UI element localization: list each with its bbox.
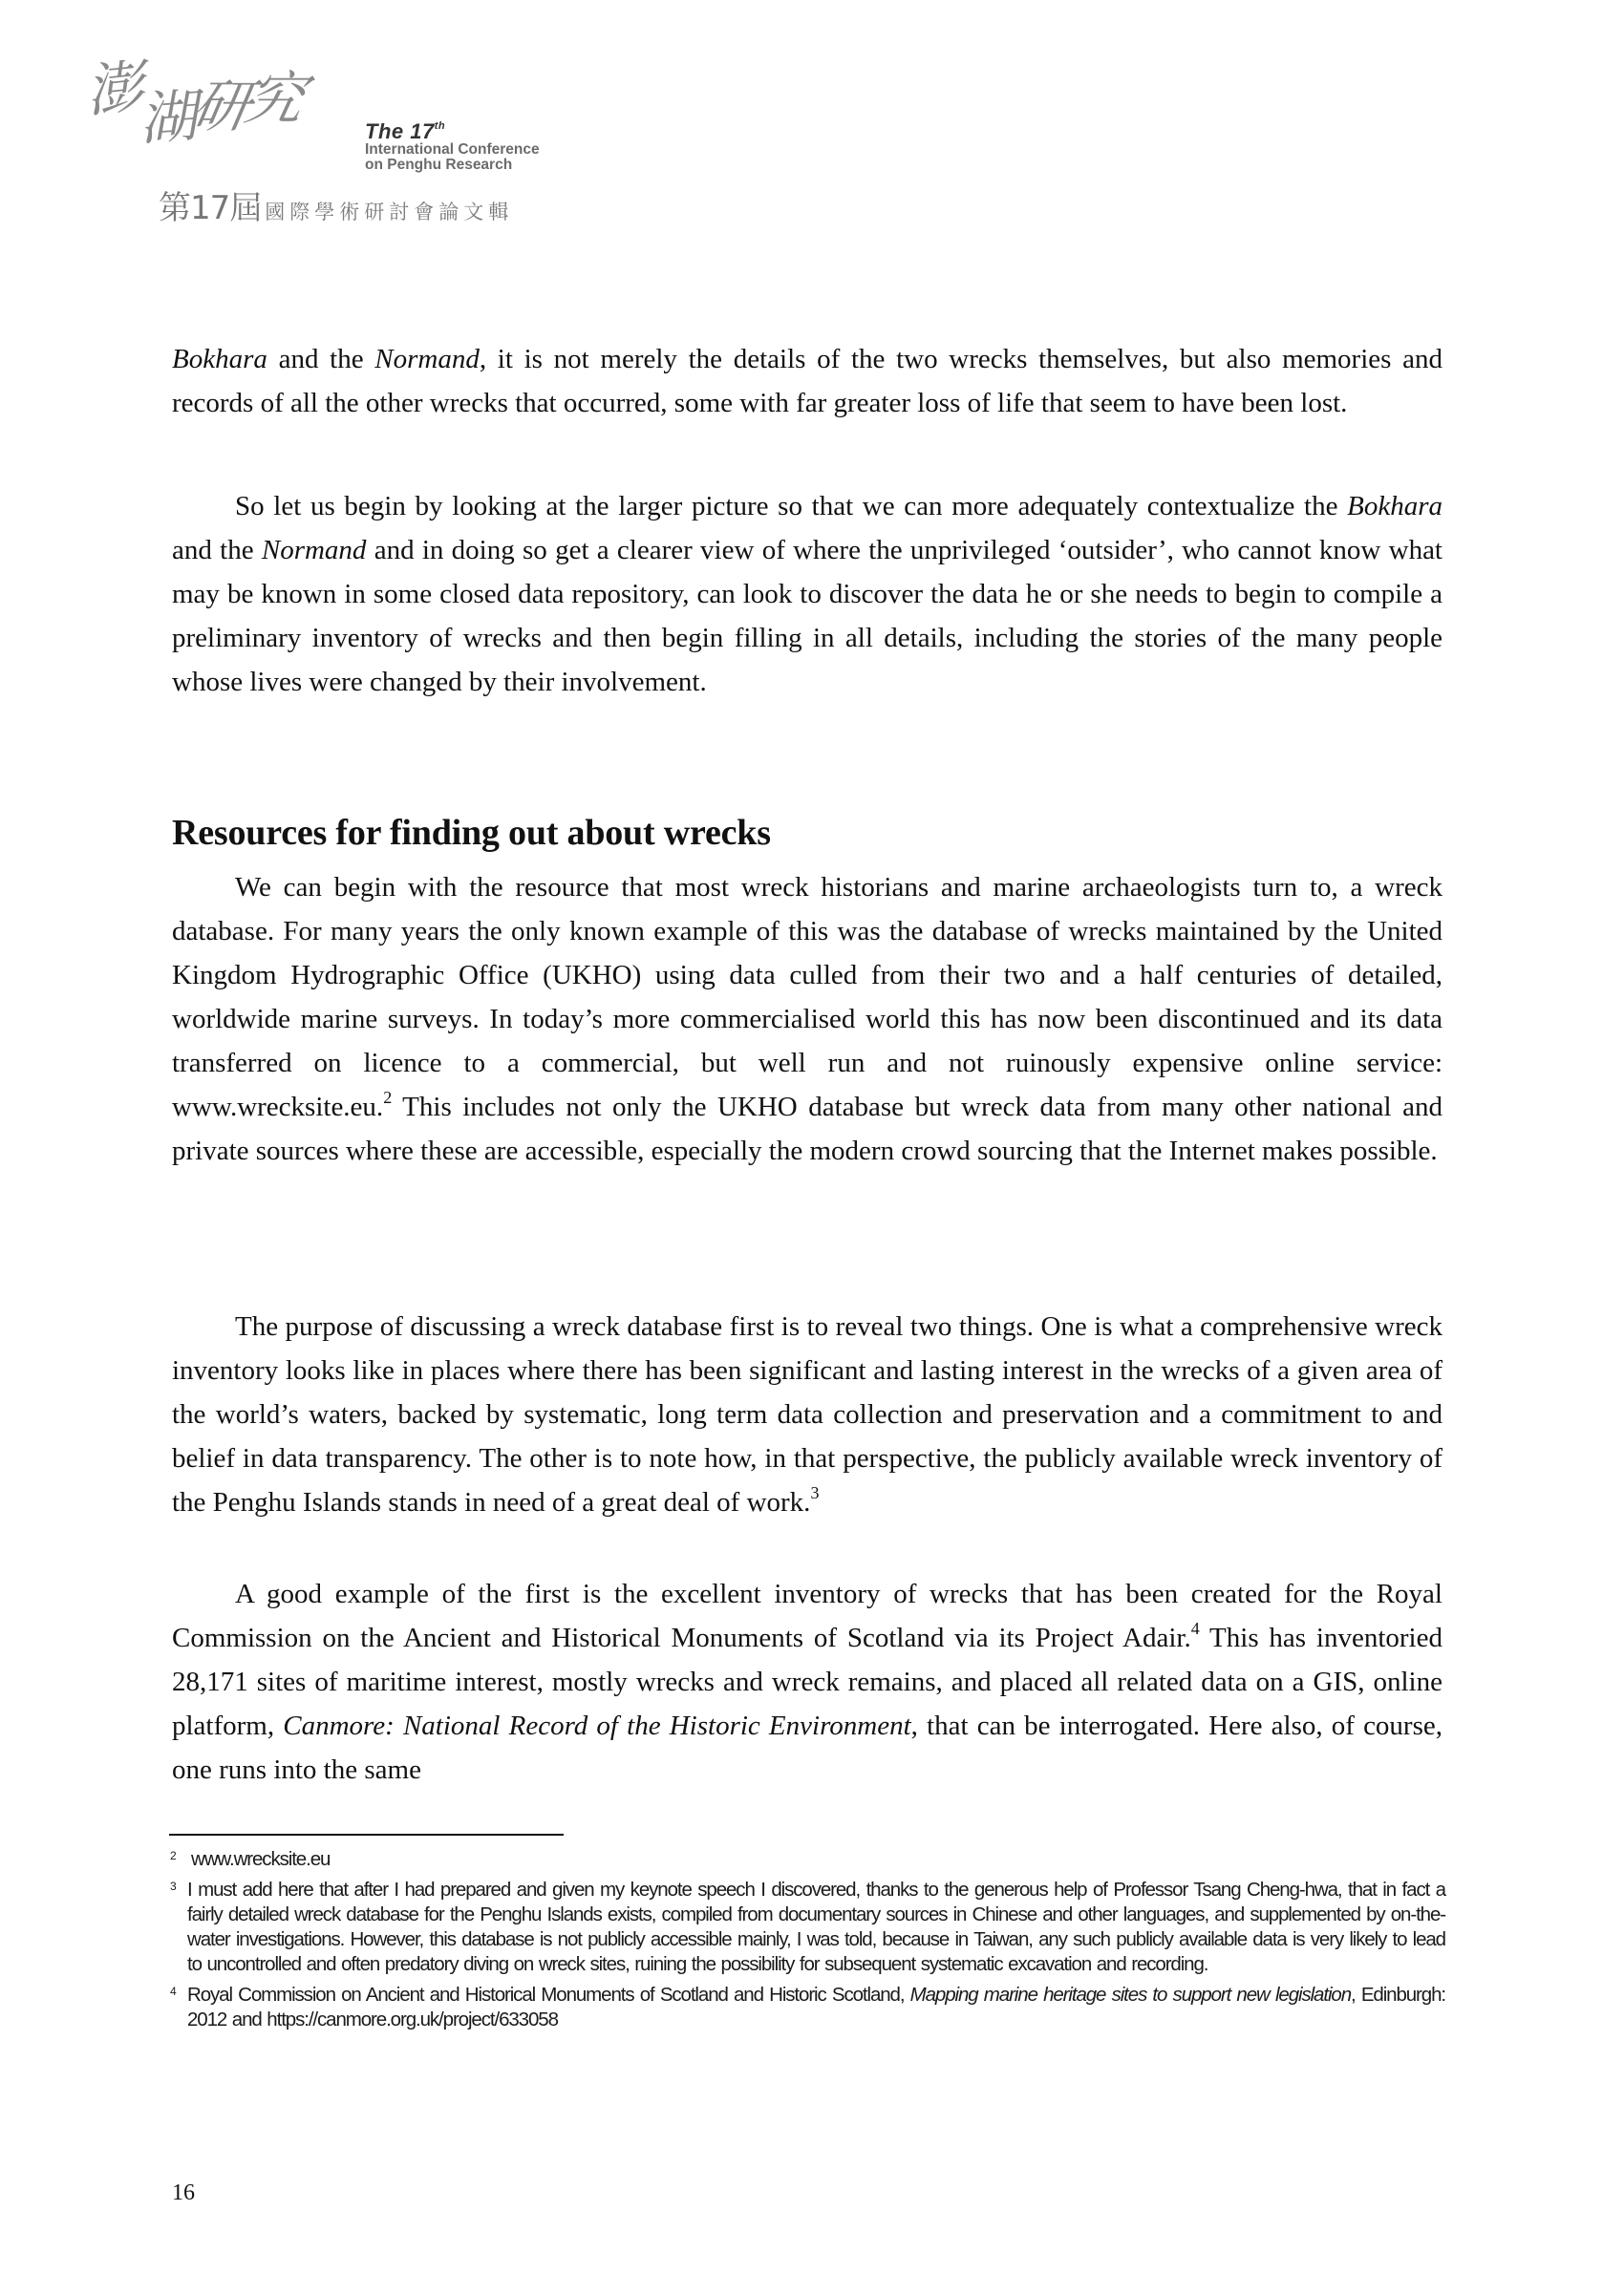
italic-text: Bokhara (1347, 491, 1442, 521)
italic-text: Bokhara (172, 344, 267, 374)
footnote-number: 4 (170, 1985, 177, 1998)
footnote-text: www.wrecksite.eu (191, 1848, 331, 1870)
logo-char: 究 (239, 66, 308, 133)
italic-text: Normand (374, 344, 480, 374)
logo-char: 研 (186, 74, 253, 140)
page-number: 16 (172, 2180, 195, 2205)
logo-edition-text: The 17 (365, 119, 435, 143)
italic-text: Mapping marine heritage sites to support new legislation (909, 1984, 1352, 2006)
italic-text: Canmore: National Record of the Historic Environment (283, 1711, 911, 1741)
footnote-4 (170, 1983, 1445, 2032)
logo-conference-line2: on Penghu Research (365, 157, 513, 174)
logo-char: 澎 (82, 53, 143, 126)
footnote-reference: 3 (810, 1483, 820, 1502)
footnote-3 (170, 1878, 1445, 1977)
paragraph: The purpose of discussing a wreck database first is to reveal two things. One is what a comprehensive wreck inventory looks like in places where there has been significant and lasting interest in the wrecks of a given area of the world’s waters, backed by systematic, long term data collection and preservation and a commitment to and belief in data transparency. The other is to note how, in that perspective, the publicly available wreck inventory of the Penghu Islands stands in need of a great deal of work.$^3$ (172, 1311, 1442, 1518)
conference-logo (82, 53, 583, 227)
paragraph: Bokhara and the Normand, it is not merely the details of the two wrecks themselves, but also memories and records of all the other wrecks that occurred, some with far greater loss of life that seem to have been lost. (172, 344, 1442, 418)
footnote-reference: 4 (1190, 1619, 1200, 1638)
footnote-text: I must add here that after I had prepared and given my keynote speech I discovered, thanks to the generous help of Professor Tsang Cheng-hwa, that in fact a fairly detailed wreck database for the Penghu Islands exists, compiled from documentary sources in Chinese and other languages, and supplemented by on-the-water investigations. However, this database is not publicly accessible mainly, I was told, because in Taiwan, any such publicly available data is very likely to lead to uncontrolled and often predatory diving on wreck sites, ruining the possibility for subsequent systematic excavation and recording. (187, 1879, 1445, 1975)
paragraph-wreck-database (172, 865, 1442, 1173)
logo-english-title (365, 120, 540, 174)
footnote-text: Royal Commission on Ancient and Historical Monuments of Scotland and Historic Scotland, Mapping marine heritage sites to support new legislation, Edinburgh: 2012 and https://canmore.org.uk/project/633058 (187, 1984, 1445, 2030)
italic-text: Normand (261, 535, 367, 565)
logo-edition-suffix: th (434, 120, 446, 132)
section-heading: Resources for finding out about wrecks (172, 813, 771, 853)
footnote-separator (169, 1834, 564, 1836)
logo-calligraphy (82, 53, 308, 154)
paragraph-good-example (172, 1572, 1442, 1792)
logo-edition (365, 120, 540, 142)
footnotes (170, 1847, 1445, 2038)
paragraph: A good example of the first is the excellent inventory of wrecks that has been created for the Royal Commission on the Ancient and Historical Monuments of Scotland via its Project Adair.$^4$ This has inventoried 28,171 sites of maritime interest, mostly wrecks and wreck remains, and placed all related data on a GIS, online platform, Canmore: National Record of the Historic Environment, that can be interrogated. Here also, of course, one runs into the same (172, 1579, 1442, 1785)
paragraph-continuation (172, 337, 1442, 425)
footnote-reference: 2 (383, 1088, 393, 1107)
logo-subtitle-zh: 國際學術研討會論文輯 (265, 201, 514, 223)
logo-conference-line1: International Conference (365, 141, 540, 159)
footnote-number: 3 (170, 1880, 177, 1893)
logo-char: 湖 (137, 83, 196, 154)
footnote-2 (170, 1847, 1445, 1872)
paragraph-larger-picture (172, 484, 1442, 704)
paragraph-purpose (172, 1305, 1442, 1524)
logo-edition-zh: 第17屆 (159, 189, 262, 227)
footnote-number: 2 (170, 1849, 177, 1862)
logo-chinese-subtitle (159, 181, 513, 228)
paragraph: So let us begin by looking at the larger picture so that we can more adequately contextualize the Bokhara and the Normand and in doing so get a clearer view of where the unprivileged ‘outsider’, who cannot know what may be known in some closed data repository, can look to discover the data he or she needs to begin to compile a preliminary inventory of wrecks and then begin filling in all details, including the stories of the many people whose lives were changed by their involvement. (172, 491, 1442, 697)
paragraph: We can begin with the resource that most wreck historians and marine archaeologists turn to, a wreck database. For many years the only known example of this was the database of wrecks maintained by the United Kingdom Hydrographic Office (UKHO) using data culled from their two and a half centuries of detailed, worldwide marine surveys. In today’s more commercialised world this has now been discontinued and its data transferred on licence to a commercial, but well run and not ruinously expensive online service: www.wrecksite.eu.$^2$ This includes not only the UKHO database but wreck data from many other national and private sources where these are accessible, especially the modern crowd sourcing that the Internet makes possible. (172, 872, 1442, 1166)
